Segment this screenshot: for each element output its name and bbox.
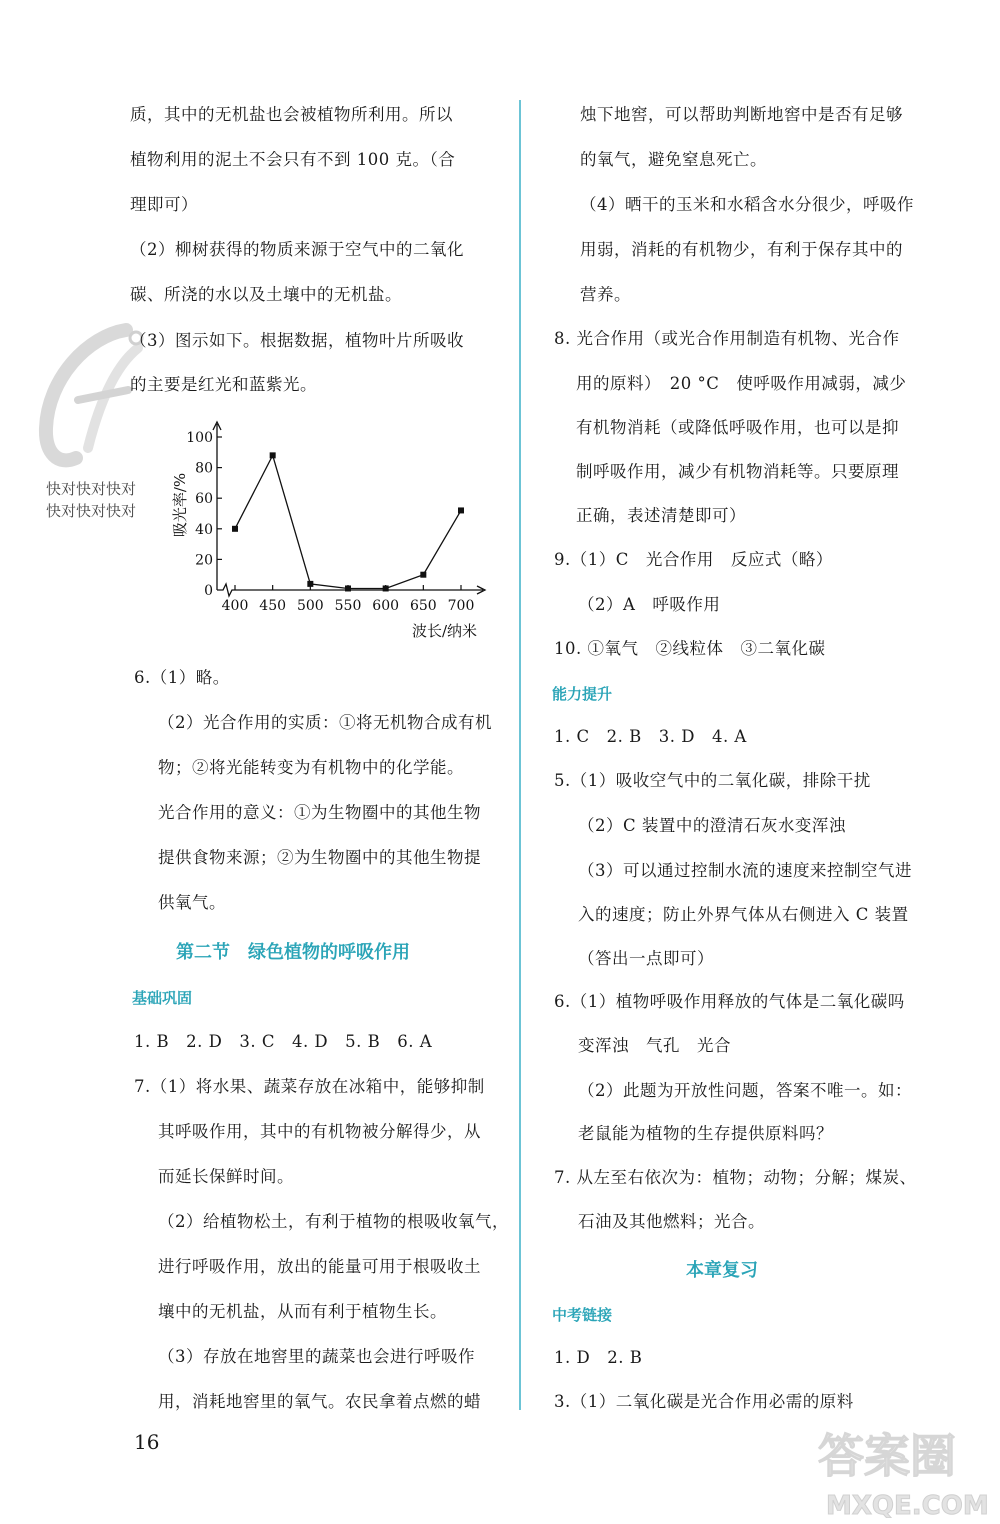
answer-line: 其呼吸作用，其中的有机物被分解得少，从 (158, 1122, 481, 1141)
x-tick-label: 700 (447, 598, 475, 614)
subheading: 基础巩固 (132, 989, 193, 1007)
section-title: 第二节 绿色植物的呼吸作用 (176, 942, 410, 963)
right-text-line: 10. ①氧气 ②线粒体 ③二氧化碳 (554, 639, 826, 658)
right-text-line: 有机物消耗（或降低呼吸作用，也可以是抑 (576, 418, 899, 437)
answer-line: 5.（1）吸收空气中的二氧化碳，排除干扰 (554, 771, 871, 790)
data-point (232, 526, 238, 532)
watermark-text-2: 快对快对快对 (46, 502, 137, 520)
left-text-line: 的主要是红光和蓝紫光。 (130, 375, 317, 394)
right-text-line: 的氧气，避免窒息死亡。 (580, 150, 767, 169)
y-tick-label: 40 (195, 521, 213, 538)
section-title: 本章复习 (686, 1260, 758, 1281)
y-tick-label: 20 (195, 552, 213, 569)
y-axis-label: 吸光率/% (171, 472, 189, 538)
answer-line: 6.（1）植物呼吸作用释放的气体是二氧化碳吗 (554, 992, 905, 1011)
data-point (420, 572, 426, 578)
x-tick-label: 450 (259, 598, 287, 614)
right-text-line: 烛下地窖，可以帮助判断地窖中是否有足够 (580, 105, 903, 124)
y-tick-label: 80 (195, 460, 213, 477)
left-text-line: 理即可） (130, 195, 198, 214)
answer-line: 7. 从左至右依次为：植物；动物；分解；煤炭、 (554, 1168, 917, 1187)
answer-line: （3）可以通过控制水流的速度来控制空气进 (578, 861, 912, 880)
answer-line: 1. D 2. B (554, 1348, 643, 1367)
subheading: 能力提升 (552, 685, 613, 703)
x-axis-label: 波长/纳米 (411, 622, 477, 640)
right-text-line: 制呼吸作用，减少有机物消耗等。只要原理 (576, 462, 899, 481)
watermark-text-1: 快对快对快对 (46, 480, 137, 498)
right-text-line: （2）A 呼吸作用 (578, 595, 721, 614)
answer-line: 用，消耗地窖里的氧气。农民拿着点燃的蜡 (158, 1392, 481, 1411)
data-point (270, 452, 276, 458)
answer-line: 1. C 2. B 3. D 4. A (554, 727, 747, 746)
answer-line: 进行呼吸作用，放出的能量可用于根吸收土 (158, 1257, 481, 1276)
right-text-line: 9.（1）C 光合作用 反应式（略） (554, 550, 833, 569)
y-tick-label: 60 (195, 491, 213, 508)
subheading: 中考链接 (552, 1306, 613, 1324)
right-text-line: 正确，表述清楚即可） (576, 506, 746, 525)
left-text-line: 植物利用的泥土不会只有不到 100 克。（合 (130, 150, 456, 169)
answer-line: 而延长保鲜时间。 (158, 1167, 294, 1186)
page-number: 16 (134, 1430, 160, 1454)
q6-line: 供氧气。 (158, 893, 226, 912)
answer-line: 变浑浊 气孔 光合 (578, 1036, 731, 1055)
answer-line: 石油及其他燃料；光合。 (578, 1212, 765, 1231)
watermark-stamp-icon (812, 1418, 992, 1518)
data-point (383, 585, 389, 591)
answer-line: 3.（1）二氧化碳是光合作用必需的原料 (554, 1392, 854, 1411)
answer-line: （3）存放在地窖里的蔬菜也会进行呼吸作 (158, 1347, 475, 1366)
answer-line: 1. B 2. D 3. C 4. D 5. B 6. A (134, 1032, 433, 1051)
absorbance-chart (165, 420, 505, 660)
x-tick-label: 650 (409, 598, 437, 614)
answer-line: （2）此题为开放性问题，答案不唯一。如： (578, 1081, 912, 1100)
x-tick-label: 600 (372, 598, 400, 614)
q6-line: 提供食物来源；②为生物圈中的其他生物提 (158, 848, 481, 867)
answer-line: 壤中的无机盐，从而有利于植物生长。 (158, 1302, 447, 1321)
watermark-corner-url: MXQE.COM (826, 1491, 989, 1518)
data-point (458, 507, 464, 513)
data-line (235, 455, 461, 588)
left-text-line: 质，其中的无机盐也会被植物所利用。所以 (130, 105, 453, 124)
right-text-line: 营养。 (580, 285, 631, 304)
y-tick-label: 100 (186, 430, 213, 446)
right-text-line: 用弱，消耗的有机物少，有利于保存其中的 (580, 240, 903, 259)
answer-line: （2）C 装置中的澄清石灰水变浑浊 (578, 816, 846, 835)
answer-line: （2）给植物松土，有利于植物的根吸收氧气， (158, 1212, 509, 1231)
answer-line: （答出一点即可） (578, 949, 714, 968)
q6-line: （2）光合作用的实质：①将无机物合成有机 (158, 713, 492, 732)
left-text-line: 碳、所浇的水以及土壤中的无机盐。 (130, 285, 402, 304)
q6-line: 物；②将光能转变为有机物中的化学能。 (158, 758, 464, 777)
watermark-corner-text: 答案圈 (818, 1429, 956, 1483)
left-text-line: （2）柳树获得的物质来源于空气中的二氧化 (130, 240, 464, 259)
left-text-line: （3）图示如下。根据数据，植物叶片所吸收 (130, 331, 464, 350)
answer-line: 7.（1）将水果、蔬菜存放在冰箱中，能够抑制 (134, 1077, 485, 1096)
y-tick-label: 0 (204, 583, 213, 599)
answer-line: 入的速度；防止外界气体从右侧进入 C 装置 (578, 905, 909, 924)
answer-line: 老鼠能为植物的生存提供原料吗？ (578, 1124, 833, 1143)
data-point (307, 581, 313, 587)
right-text-line: 8. 光合作用（或光合作用制造有机物、光合作 (554, 329, 900, 348)
q6-line: 6.（1）略。 (134, 668, 230, 687)
q6-line: 光合作用的意义：①为生物圈中的其他生物 (158, 803, 481, 822)
data-point (345, 585, 351, 591)
x-tick-label: 400 (221, 598, 249, 614)
x-tick-label: 500 (296, 598, 324, 614)
column-divider (519, 100, 521, 1410)
x-tick-label: 550 (334, 598, 362, 614)
right-text-line: 用的原料） 20 °C 使呼吸作用减弱，减少 (576, 374, 907, 393)
right-text-line: （4）晒干的玉米和水稻含水分很少，呼吸作 (580, 195, 914, 214)
